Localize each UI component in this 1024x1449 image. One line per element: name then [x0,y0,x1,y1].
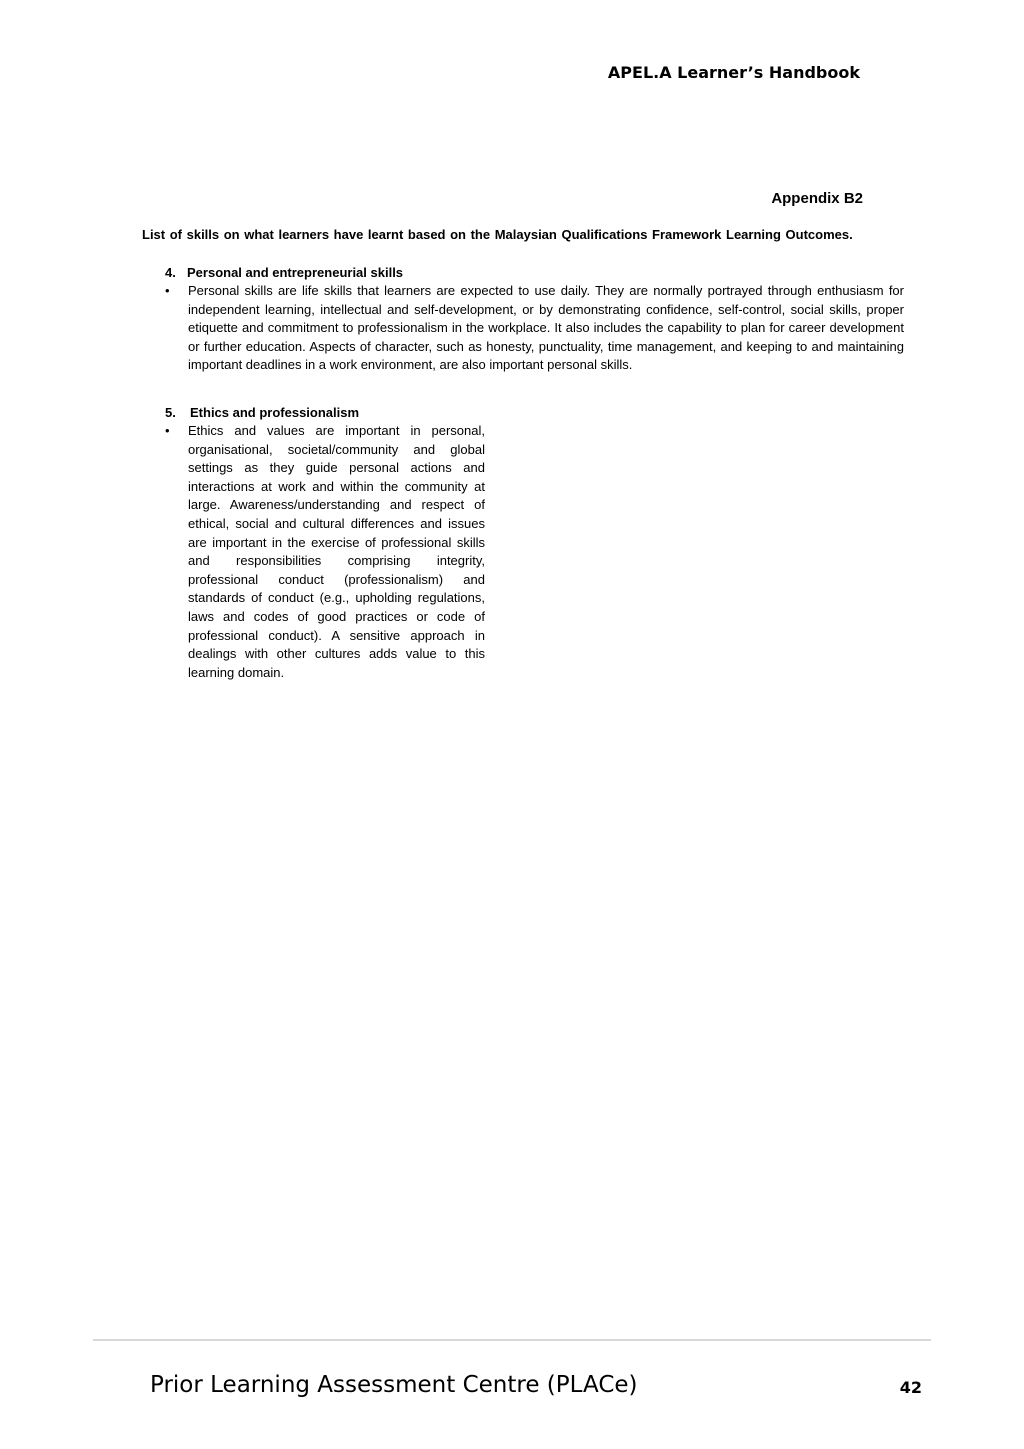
footer-organisation: Prior Learning Assessment Centre (PLACe) [150,1372,638,1398]
section-4-heading [165,265,403,280]
list-heading: List of skills on what learners have learnt based on the Malaysian Qualifications Framework Learning Outcomes. [142,227,853,242]
section-4-title: Personal and entrepreneurial skills [187,265,404,280]
section-5-heading [165,405,359,420]
section-4-text: Personal skills are life skills that learners are expected to use daily. They are normally portrayed through enthusiasm for independent learning, intellectual and self-development, or by demonstrating confidence, self-control, social skills, proper etiquette and commitment to professionalism in the workplace. It also includes the capability to plan for career development or further education. Aspects of character, such as honesty, punctuality, time management, and keeping to and maintaining important deadlines in a work environment, are also important personal skills. [188,283,904,373]
handbook-title: APEL.A Learner’s Handbook [607,63,860,82]
bullet-icon: • [165,283,170,298]
section-5-title: Ethics and professionalism [190,405,360,420]
footer-divider [93,1339,931,1341]
page-number: 42 [899,1378,922,1397]
section-4-number: 4. [165,265,176,280]
section-5-number: 5. [165,405,176,420]
bullet-icon: • [165,423,170,438]
appendix-label: Appendix B2 [771,190,863,207]
section-5-text: Ethics and values are important in personal, organisational, societal/community and global settings as they guide personal actions and interactions at work and within the community at large. Awareness/understanding and respect of ethical, social and cultural differences and issues are important in the exercise of professional skills and responsibilities comprising integrity, professional conduct (professionalism) and standards of conduct (e.g., upholding regulations, laws and codes of good practices or code of professional conduct). A sensitive approach in dealings with other cultures adds value to this learning domain. [188,423,485,680]
